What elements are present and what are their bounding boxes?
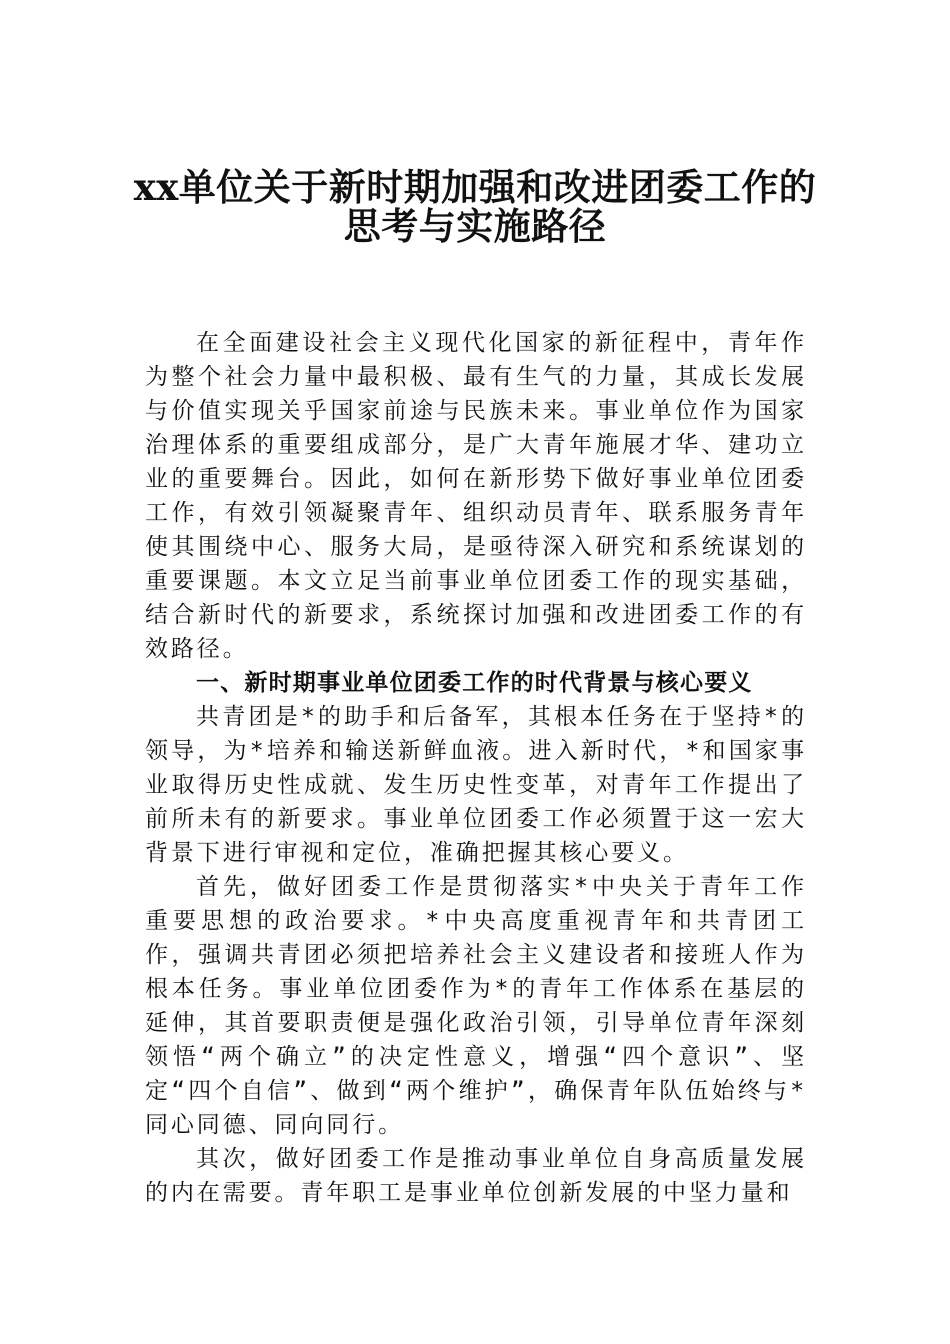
document-title-line-2: 思考与实施路径: [343, 204, 607, 248]
body-paragraph: 其次，做好团委工作是推动事业单位自身高质量发展的内在需要。青年职工是事业单位创新发展的中坚力量和: [145, 1146, 807, 1206]
section-heading-1: 一、新时期事业单位团委工作的时代背景与核心要义: [196, 670, 753, 696]
body-paragraph: 共青团是*的助手和后备军，其根本任务在于坚持*的领导，为*培养和输送新鲜血液。进入新时代，*和国家事业取得历史性成就、发生历史性变革，对青年工作提出了前所未有的新要求。事业单位团委工作必须置于这一宏大背景下进行审视和定位，准确把握其核心要义。: [145, 704, 807, 866]
document-body: [145, 326, 807, 1210]
body-paragraph: 首先，做好团委工作是贯彻落实*中央关于青年工作重要思想的政治要求。*中央高度重视青年和共青团工作，强调共青团必须把培养社会主义建设者和接班人作为根本任务。事业单位团委作为*的青年工作体系在基层的延伸，其首要职责便是强化政治引领，引导单位青年深刻领悟“两个确立”的决定性意义，增强“四个意识”、坚定“四个自信”、做到“两个维护”，确保青年队伍始终与*同心同德、同向同行。: [145, 874, 807, 1138]
intro-paragraph: 在全面建设社会主义现代化国家的新征程中，青年作为整个社会力量中最积极、最有生气的力量，其成长发展与价值实现关乎国家前途与民族未来。事业单位作为国家治理体系的重要组成部分，是广大青年施展才华、建功立业的重要舞台。因此，如何在新形势下做好事业单位团委工作，有效引领凝聚青年、组织动员青年、联系服务青年使其围绕中心、服务大局，是亟待深入研究和系统谋划的重要课题。本文立足当前事业单位团委工作的现实基础，结合新时代的新要求，系统探讨加强和改进团委工作的有效路径。: [145, 330, 807, 662]
document-title-line-1: xx单位关于新时期加强和改进团委工作的: [133, 165, 817, 209]
